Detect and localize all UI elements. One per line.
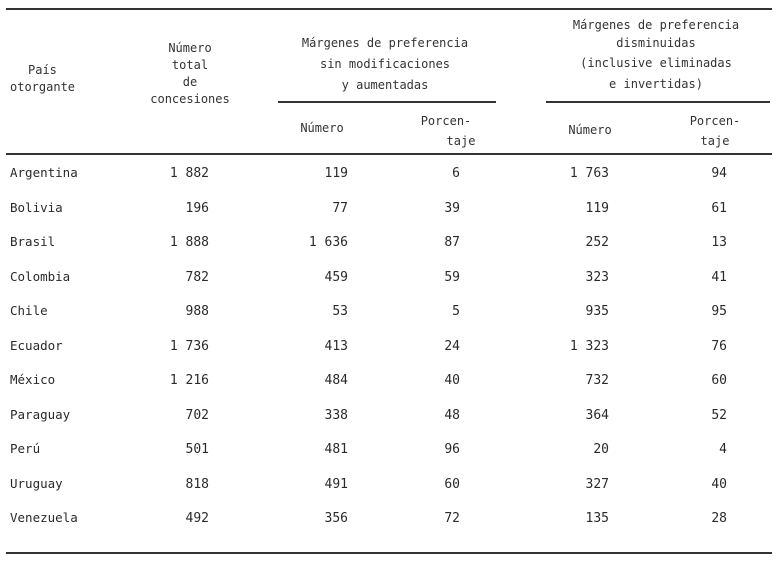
cell-total: 988 — [185, 304, 209, 319]
header-bottom-rule — [6, 153, 772, 155]
cell-country: Chile — [10, 303, 48, 318]
header-percentage-b-line: Porcen- — [689, 114, 741, 128]
cell-pct-a: 39 — [444, 200, 460, 216]
cell-pct-b: 28 — [711, 511, 727, 526]
header-percentage-a-line: Porcen- — [420, 114, 472, 128]
cell-num-b: 1 323 — [569, 338, 609, 354]
cell-pct-b: 41 — [711, 269, 727, 285]
cell-country: Paraguay — [10, 406, 71, 422]
cell-num-a: 53 — [332, 304, 348, 319]
header-group-b-line: disminuidas — [616, 36, 696, 50]
cell-num-b: 1 763 — [569, 166, 609, 181]
cell-pct-b: 40 — [711, 476, 727, 492]
cell-num-b: 323 — [585, 269, 609, 285]
cell-country: Colombia — [10, 268, 71, 284]
cell-num-b: 935 — [585, 304, 609, 319]
cell-total: 501 — [185, 442, 209, 457]
group-b-underline — [546, 101, 770, 103]
cell-num-a: 119 — [324, 166, 348, 181]
cell-num-a: 491 — [324, 476, 348, 492]
cell-pct-a: 60 — [444, 476, 460, 492]
header-country-line: País — [28, 63, 57, 77]
header-total-line: concesiones — [150, 92, 230, 106]
cell-total: 1 216 — [169, 373, 209, 388]
cell-pct-b: 13 — [711, 235, 727, 250]
cell-pct-b: 60 — [711, 373, 727, 388]
cell-pct-a: 6 — [452, 166, 460, 181]
cell-pct-a: 40 — [444, 373, 460, 388]
header-group-a-line: y aumentadas — [341, 78, 429, 92]
cell-num-b: 20 — [593, 442, 609, 457]
header-percentage-b-line: taje — [700, 134, 730, 148]
cell-num-b: 119 — [585, 200, 609, 216]
header-group-b-line: (inclusive eliminadas — [580, 56, 732, 70]
header-percentage-b — [690, 111, 741, 151]
header-number-b: Número — [568, 123, 612, 137]
cell-pct-b: 94 — [711, 166, 727, 181]
cell-num-b: 252 — [585, 235, 609, 250]
cell-pct-b: 4 — [719, 442, 727, 457]
header-percentage-a-line: taje — [446, 134, 476, 148]
header-percentage-a — [417, 111, 476, 151]
cell-country: México — [10, 372, 56, 387]
header-country-line: otorgante — [10, 80, 76, 94]
cell-num-a: 459 — [324, 269, 348, 285]
cell-total: 1 888 — [169, 235, 209, 250]
cell-pct-b: 61 — [711, 200, 727, 216]
cell-country: Argentina — [10, 165, 78, 180]
header-total-line: Número — [168, 41, 212, 55]
cell-pct-a: 48 — [444, 407, 460, 423]
top-rule — [6, 8, 772, 10]
cell-total: 818 — [185, 476, 209, 492]
group-a-underline — [278, 101, 496, 103]
header-number-a: Número — [300, 121, 344, 135]
cell-num-b: 732 — [585, 373, 609, 388]
cell-pct-a: 87 — [444, 235, 460, 250]
cell-num-a: 1 636 — [308, 235, 348, 250]
cell-pct-b: 76 — [711, 338, 727, 354]
header-total-line: total — [171, 58, 209, 72]
cell-total: 492 — [185, 511, 209, 526]
header-group-b-line: Márgenes de preferencia — [572, 18, 740, 32]
header-country — [10, 62, 75, 96]
cell-num-b: 327 — [585, 476, 609, 492]
cell-pct-a: 5 — [452, 304, 460, 319]
header-group-a — [302, 33, 468, 96]
cell-num-b: 364 — [585, 407, 609, 423]
cell-country: Bolivia — [10, 199, 63, 215]
cell-num-a: 356 — [324, 511, 348, 526]
cell-pct-a: 96 — [444, 442, 460, 457]
header-total — [150, 40, 229, 108]
cell-total: 1 882 — [169, 166, 209, 181]
cell-num-a: 77 — [332, 200, 348, 216]
header-group-a-line: sin modificaciones — [319, 57, 451, 71]
header-group-b-line: e invertidas) — [609, 77, 703, 91]
cell-total: 782 — [185, 269, 209, 285]
cell-pct-a: 59 — [444, 269, 460, 285]
header-group-b — [573, 17, 739, 95]
cell-num-a: 481 — [324, 442, 348, 457]
cell-num-b: 135 — [585, 511, 609, 526]
cell-total: 1 736 — [169, 338, 209, 354]
cell-num-a: 413 — [324, 338, 348, 354]
cell-num-a: 484 — [324, 373, 348, 388]
cell-country: Ecuador — [10, 337, 63, 353]
header-total-line: de — [182, 75, 198, 89]
cell-pct-a: 72 — [444, 511, 460, 526]
cell-total: 196 — [185, 200, 209, 216]
cell-country: Uruguay — [10, 475, 63, 491]
bottom-rule — [6, 552, 772, 554]
cell-country: Brasil — [10, 234, 56, 249]
cell-num-a: 338 — [324, 407, 348, 423]
header-group-a-line: Márgenes de preferencia — [301, 36, 469, 50]
cell-pct-a: 24 — [444, 338, 460, 354]
cell-country: Perú — [10, 441, 41, 456]
cell-total: 702 — [185, 407, 209, 423]
cell-pct-b: 95 — [711, 304, 727, 319]
cell-country: Venezuela — [10, 510, 78, 525]
cell-pct-b: 52 — [711, 407, 727, 423]
